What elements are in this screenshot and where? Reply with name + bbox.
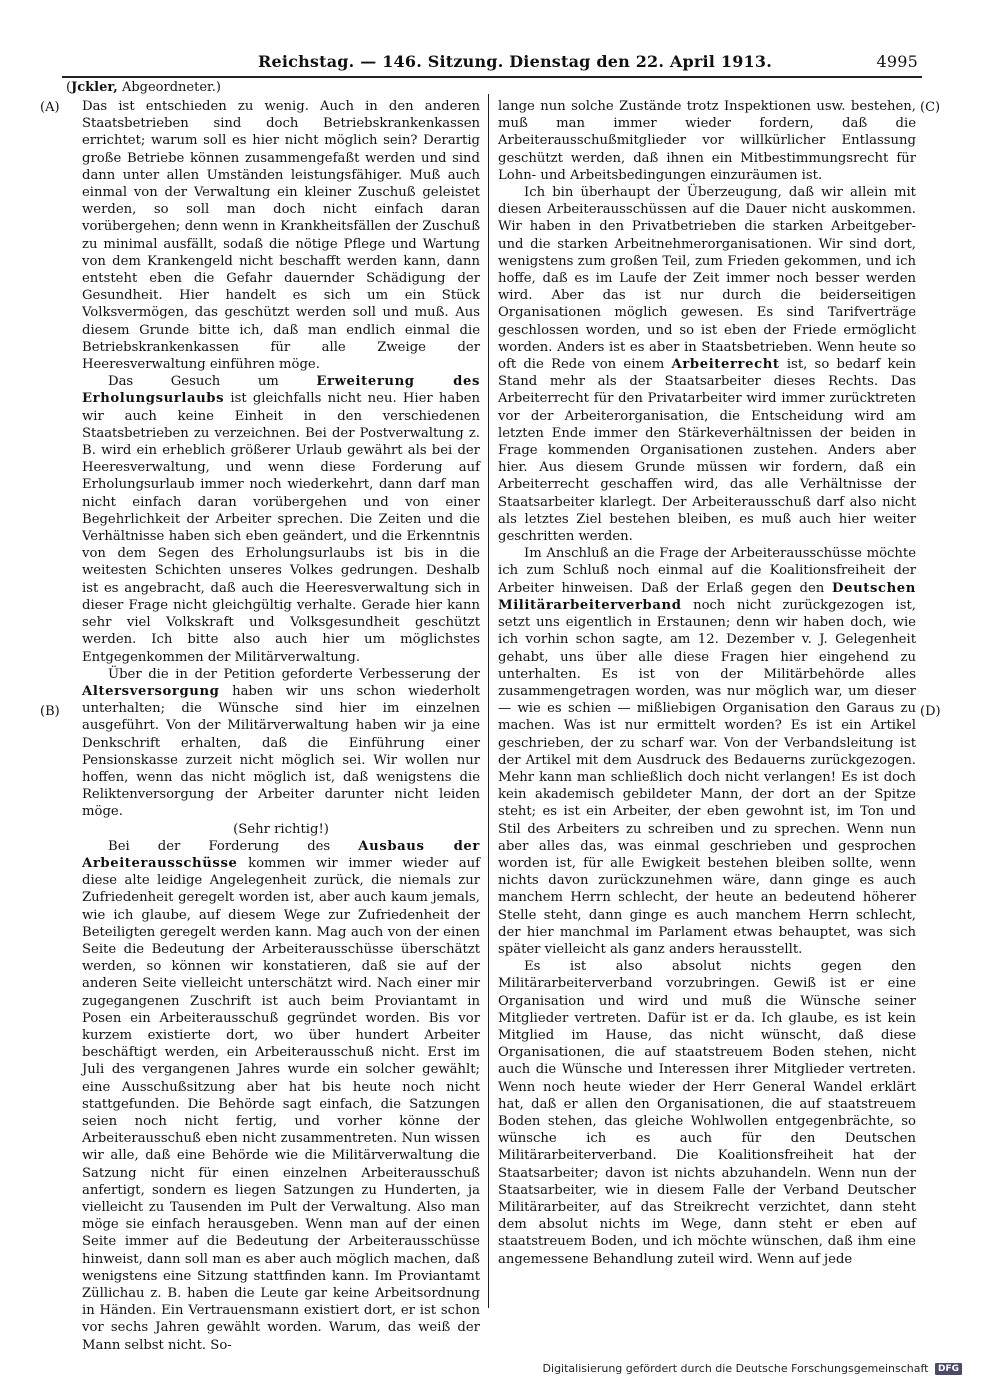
margin-marker-a: (A) [40, 100, 60, 115]
column-divider [488, 94, 489, 1308]
emphasized-term: Arbeiterrecht [671, 357, 780, 373]
paragraph-text: Das Gesuch um [108, 374, 279, 390]
digitization-footer [543, 1362, 962, 1375]
speaker-line [66, 80, 221, 95]
paragraph: Das ist entschieden zu wenig. Auch in den anderen Staatsbetrieben sind doch Betriebskrankenkassen errichtet; warum soll es hier nicht möglich sein? Derartig große Betriebe können zusammengefaßt werden und sind dann unter allen Umständen leistungsfähiger. Muß auch einmal von der Verwaltung ein kleiner Zuschuß geleistet werden, so soll man doch nicht einfach daran vorübergehen; denn wenn in Krankheitsfällen der Zuschuß zu minimal ausfällt, sodaß die nötige Pflege und Wartung von dem Krankengeld nicht beschafft werden kann, dann entsteht eben die Gefahr dauernder Schädigung der Gesundheit. Hier handelt es sich um ein Stück Volksvermögen, das geschützt werden soll und muß. Aus diesem Grunde bitte ich, daß man endlich einmal die Betriebskrankenkassen für alle Zweige der Heeresverwaltung einführen möge. [82, 99, 480, 373]
paragraph-text: ist gleichfalls nicht neu. Hier haben wir auch keine Einheit in den verschiedenen Staatsbetrieben zu verzeichnen. Bei der Postverwaltung z. B. wird ein erheblich größerer Urlaub gewährt als bei der Heeresverwaltung, und wenn diese Forderung auf Erholungsurlaub immer noch wiederkehrt, dann darf man nicht einfach daran vorübergehen und von einer Begehrlichkeit der Arbeiter sprechen. Die Zeiten und die Verhältnisse haben sich eben geändert, und die Erkenntnis von dem Segen des Erholungsurlaubs ist bis in die weitesten Schichten unseres Volkes gedrungen. Deshalb ist es angebracht, daß auch die Heeresverwaltung sich in dieser Frage nicht gleichgültig verhalte. Gerade hier kann sehr viel Volkskraft und Volksgesundheit geschützt werden. Ich bitte also auch hier um möglichstes Entgegenkommen der Militärverwaltung. [82, 391, 480, 665]
paragraph-text: Im Anschluß an die Frage der Arbeiterausschüsse möchte ich zum Schluß noch einmal auf die Koalitionsfreiheit der Arbeiter hinweisen. Daß der Erlaß gegen den [498, 546, 916, 596]
emphasized-term: Deutschen Militärarbeiterverband [498, 580, 916, 613]
running-header [258, 52, 918, 76]
paragraph-text: Bei der Forderung des [108, 838, 331, 854]
paragraph-text: ist, so bedarf kein Stand mehr als der Staatsarbeiter dieses Rechts. Das Arbeiterrecht für den Privatarbeiter wird immer zurücktreten vor der Arbeiterorganisation, die Entscheidung wird am letzten Ende immer den Stärkeverhältnissen der beiden in Frage kommenden Organisationen zustehen. Anders aber hier. Aus diesem Grunde müssen wir fordern, daß ein Arbeiterrecht geschaffen wird, das alle Verhältnisse der Staatsarbeiter klarlegt. Der Arbeiterausschuß darf also nicht als letztes Ziel bestehen bleiben, es muß auch hier weiter geschritten werden. [498, 357, 916, 545]
header-title: Reichstag. — 146. Sitzung. Dienstag den 22. April 1913. [258, 52, 772, 71]
paragraph-text: Über die in der Petition geforderte Verbesserung der [108, 666, 480, 682]
right-column [498, 98, 916, 1312]
paragraph-text: kommen wir immer wieder auf diese alte leidige Angelegenheit zurück, die niemals zur Zufriedenheit geregelt worden ist, aber auch kaum jemals, wie ich glaube, auf diesem Wege zur Zufriedenheit der Beteiligten geregelt werden kann. Mag auch von der einen Seite die Bedeutung der Arbeiterausschüsse überschätzt werden, so können wir konstatieren, daß sie auf der anderen Seite vielleicht unterschätzt wird. Nach einer mir zugegangenen Zuschrift ist auch beim Proviantamt in Posen ein Arbeiterausschuß gegründet worden. Bis vor kurzem existierte dort, wo über hundert Arbeiter beschäftigt werden, ein Arbeiterausschuß nicht. Erst im Juli des vergangenen Jahres wurde ein solcher gewählt; eine Ausschußsitzung aber hat bis heute noch nicht stattgefunden. Die Behörde sagt einfach, die Satzungen seien noch nicht fertig, und vorher könne der Arbeiterausschuß eben nicht zusammentreten. Nun wissen wir alle, daß eine Behörde wie die Militärverwaltung die Satzung nicht für einen einzelnen Arbeiterausschuß anfertigt, sondern es liegen Satzungen zu Hunderten, ja vielleicht zu Tausenden im Pult der Verwaltung. Also man möge sie einfach herausgeben. Wenn man auf der einen Seite immer auf die Bedeutung der Arbeiterausschüsse hinweist, dann soll man es aber auch möglich machen, daß wenigstens eine Sitzung stattfinden kann. Im Proviantamt Züllichau z. B. haben die Leute gar keine Arbeitsordnung in Händen. Ein Vertrauensmann existiert dort, er ist schon vor sechs Jahren gewählt worden. Warum, das weiß der Mann selbst nicht. So- [82, 855, 480, 1353]
margin-marker-d: (D) [920, 704, 941, 719]
paragraph [82, 373, 480, 665]
paragraph-text: haben wir uns schon wiederholt unterhalten; die Wünsche sind hier im einzelnen ausgeführt. Von der Militärverwaltung haben wir ja eine Denkschrift erhalten, daß die Einführung einer Pensionskasse zurzeit nicht möglich sei. Wir wollen nur hoffen, wenn das nicht möglich ist, daß wenigstens die Reliktenversorgung der Arbeiter darunter nicht leiden möge. [82, 683, 480, 820]
footer-text: Digitalisierung gefördert durch die Deutsche Forschungsgemeinschaft [542, 1362, 929, 1375]
dfg-logo-icon[interactable]: DFG [935, 1363, 962, 1375]
paragraph-text: noch nicht zurückgezogen ist, setzt uns eigentlich in Erstaunen; denn wir haben doch, wie ich vorhin schon sagte, am 12. Dezember v. J. Gelegenheit gehabt, uns über alle diese Fragen hier eingehend zu unterhalten. Es ist von der Militärbehörde alles zusammengetragen worden, was nur möglich war, um dieser — wie es schien — mißliebigen Organisation den Garaus zu machen. Was ist nur ermittelt worden? Es ist ein Artikel geschrieben, der zu scharf war. Von der Verbandsleitung ist der Artikel mit dem Ausdruck des Bedauerns zurückgezogen. Mehr kann man schließlich doch nicht verlangen! Es ist doch kein akademisch gebildeter Mann, der dort an der Spitze steht; es ist ein Arbeiter, der eben gewohnt ist, im Ton und Stil des Arbeiters zu schreiben und zu sprechen. Wenn nun aber alles das, was einmal geschrieben und gesprochen worden ist, für alle Ewigkeit bestehen bleiben sollte, wenn nichts davon zurückzunehmen wäre, dann ginge es auch manchem Herrn schlecht, der heute an bedeutend höherer Stelle steht, dann ginge es auch manchem Herrn schlecht, der hier manchmal im Parlament etwas behauptet, was sich später vielleicht als ganz anders herausstellt. [498, 597, 916, 957]
paragraph-text: Ich bin überhaupt der Überzeugung, daß wir allein mit diesen Arbeiterausschüssen auf die Dauer nicht auskommen. Wir haben in den Privatbetrieben die starken Arbeitgeber- und die starken Arbeitnehmerorganisationen. Wir sind dort, wenigstens zum großen Teil, zum Frieden gekommen, und ich hoffe, daß es im Laufe der Zeit immer noch besser werden wird. Aber das ist nur durch die beiderseitigen Organisationen möglich gewesen. Es sind Tarifverträge geschlossen worden, und so ist eben der Friede ermöglicht worden. Anders ist es aber in Staatsbetrieben. Wenn heute so oft die Rede von einem [498, 185, 916, 373]
paragraph [82, 838, 480, 1354]
margin-marker-b: (B) [40, 704, 60, 719]
paragraph: lange nun solche Zustände trotz Inspektionen usw. bestehen, muß man immer wieder fordern, daß die Arbeiterausschußmitglieder vor willkürlicher Entlassung geschützt werden, daß ihnen ein Mitbestimmungsrecht für Lohn- und Arbeitsbedingungen einzuräumen ist. [498, 99, 916, 183]
speaker-name: Jckler, [71, 80, 118, 95]
speaker-open-paren: ( [66, 80, 72, 95]
emphasized-term: Altersversorgung [82, 683, 220, 699]
header-rule [62, 76, 922, 78]
paragraph: Es ist also absolut nichts gegen den Militärarbeiterverband vorzubringen. Gewiß ist er eine Organisation und wird und muß die Wünsche seiner Mitglieder vertreten. Dafür ist er da. Ich glaube, es ist kein Mitglied im Hause, das nicht wünscht, daß diese Organisationen, die auf staatstreuem Boden stehen, nicht auch die Wünsche und Interessen ihrer Mitglieder vertreten. Wenn noch heute wieder der Herr General Wandel erklärt hat, daß er allen den Organisationen, die auf staatstreuem Boden stehen, das gleiche Wohlwollen entgegenbrächte, so wünsche ich es auch für den Deutschen Militärarbeiterverband. Die Koalitionsfreiheit hat der Staatsarbeiter; davon ist nichts abzuhandeln. Wenn nun der Staatsarbeiter, wie in diesem Falle der Verband Deutscher Militärarbeiter, auf das Streikrecht verzichtet, dann steht dem absolut nichts im Wege, dann steht er eben auf staatstreuem Boden, und ich möchte wünschen, daß ihm eine angemessene Behandlung zuteil wird. Wenn auf jede [498, 959, 916, 1267]
paragraph [498, 184, 916, 545]
margin-marker-c: (C) [920, 100, 941, 115]
interjection: (Sehr richtig!) [233, 821, 329, 837]
emphasized-term: Erweiterung des Erholungsurlaubs [82, 374, 480, 407]
paragraph [498, 545, 916, 958]
paragraph [82, 666, 480, 821]
page-number: 4995 [876, 52, 918, 71]
speaker-role: Abgeordneter.) [121, 80, 221, 95]
emphasized-term: Ausbaus der Arbeiterausschüsse [82, 838, 480, 871]
left-column [82, 98, 480, 1353]
